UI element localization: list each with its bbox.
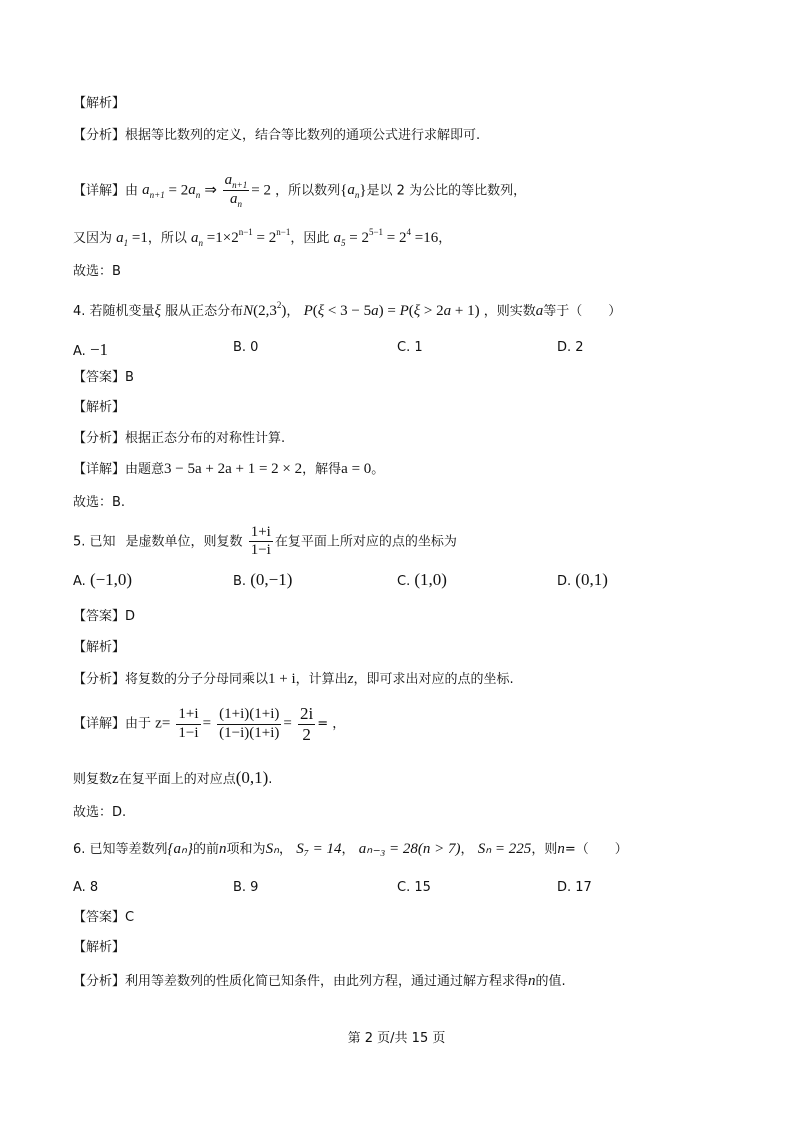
answer-header: 【答案】B	[73, 370, 134, 385]
option-a: A. −1	[73, 340, 109, 359]
option-d: D. 2	[557, 340, 584, 355]
option-c: C. (1,0)	[397, 570, 447, 589]
analysis-header: 【解析】	[73, 940, 126, 955]
analysis-text: 【分析】根据正态分布的对称性计算.	[73, 431, 286, 446]
option-d: D. 17	[557, 880, 592, 895]
analysis-header: 【解析】	[73, 96, 126, 111]
answer-header: 【答案】D	[73, 609, 136, 624]
option-a: A. (−1,0)	[73, 570, 133, 589]
analysis-text: 【分析】利用等差数列的性质化简已知条件，由此列方程，通过通过解方程求得n的值.	[73, 973, 566, 989]
analysis-text: 【分析】根据等比数列的定义，结合等比数列的通项公式进行求解即可.	[73, 128, 481, 143]
option-a: A. 8	[73, 880, 99, 895]
detailed-solution: 【详解】由 $a_{n+1} = 2a_n$ ⇒ $\frac{a_{n+1}}{a_n}$ = 2 ，所以数列$\{a_n\}$是以 2 为公比的等比数列，	[73, 172, 527, 210]
option-d: D. (0,1)	[557, 570, 608, 589]
question-4-stem: 4. 若随机变量ξ 服从正态分布$N(2,3^2)$， P(ξ < 3 − 5a) = P(ξ > 2a + 1) ，则实数a等于（ ）	[73, 300, 622, 319]
option-c: C. 15	[397, 880, 431, 895]
analysis-header: 【解析】	[73, 640, 126, 655]
answer-header: 【答案】C	[73, 910, 135, 925]
option-b: B. 9	[233, 880, 259, 895]
solution-line-2: 又因为 $a_1 =1$，所以 $a_n =1\times 2^{n-1} = 2^{n-1}$，因此 $a_5 = 2^{5-1} = 2^4 =16$，	[73, 227, 452, 248]
answer-choice: 故选：B	[73, 264, 121, 279]
question-5-stem: 5. 已知 是虚数单位，则复数 $\frac{1+i}{1-i}$ 在复平面上所对应的点的坐标为	[73, 524, 457, 559]
analysis-header: 【解析】	[73, 400, 126, 415]
analysis-text: 【分析】将复数的分子分母同乘以1 + i，计算出z，即可求出对应的点的坐标.	[73, 671, 514, 687]
answer-choice: 故选：B.	[73, 495, 126, 510]
detailed-solution: 【详解】由题意3 − 5a + 2a + 1 = 2 × 2，解得a = 0。	[73, 461, 385, 477]
solution-point: 则复数z在复平面上的对应点(0,1).	[73, 768, 273, 787]
answer-choice: 故选：D.	[73, 805, 127, 820]
page-footer: 第 2 页/共 15 页	[347, 1031, 446, 1046]
detailed-solution: 【详解】由于 z= $\frac{1+i}{1-i}$ = $\frac{(1+i)(1+i)}{(1-i)(1+i)}$ = $\frac{2i}{2}$ = ，	[73, 704, 346, 744]
option-c: C. 1	[397, 340, 423, 355]
question-6-stem: 6. 已知等差数列{aₙ}的前n项和为Sₙ， S₇ = 14， aₙ₋₃ = 28(n > 7)， Sₙ = 225，则n=（ ）	[73, 841, 628, 857]
option-b: B. 0	[233, 340, 259, 355]
option-b: B. (0,−1)	[233, 570, 293, 589]
